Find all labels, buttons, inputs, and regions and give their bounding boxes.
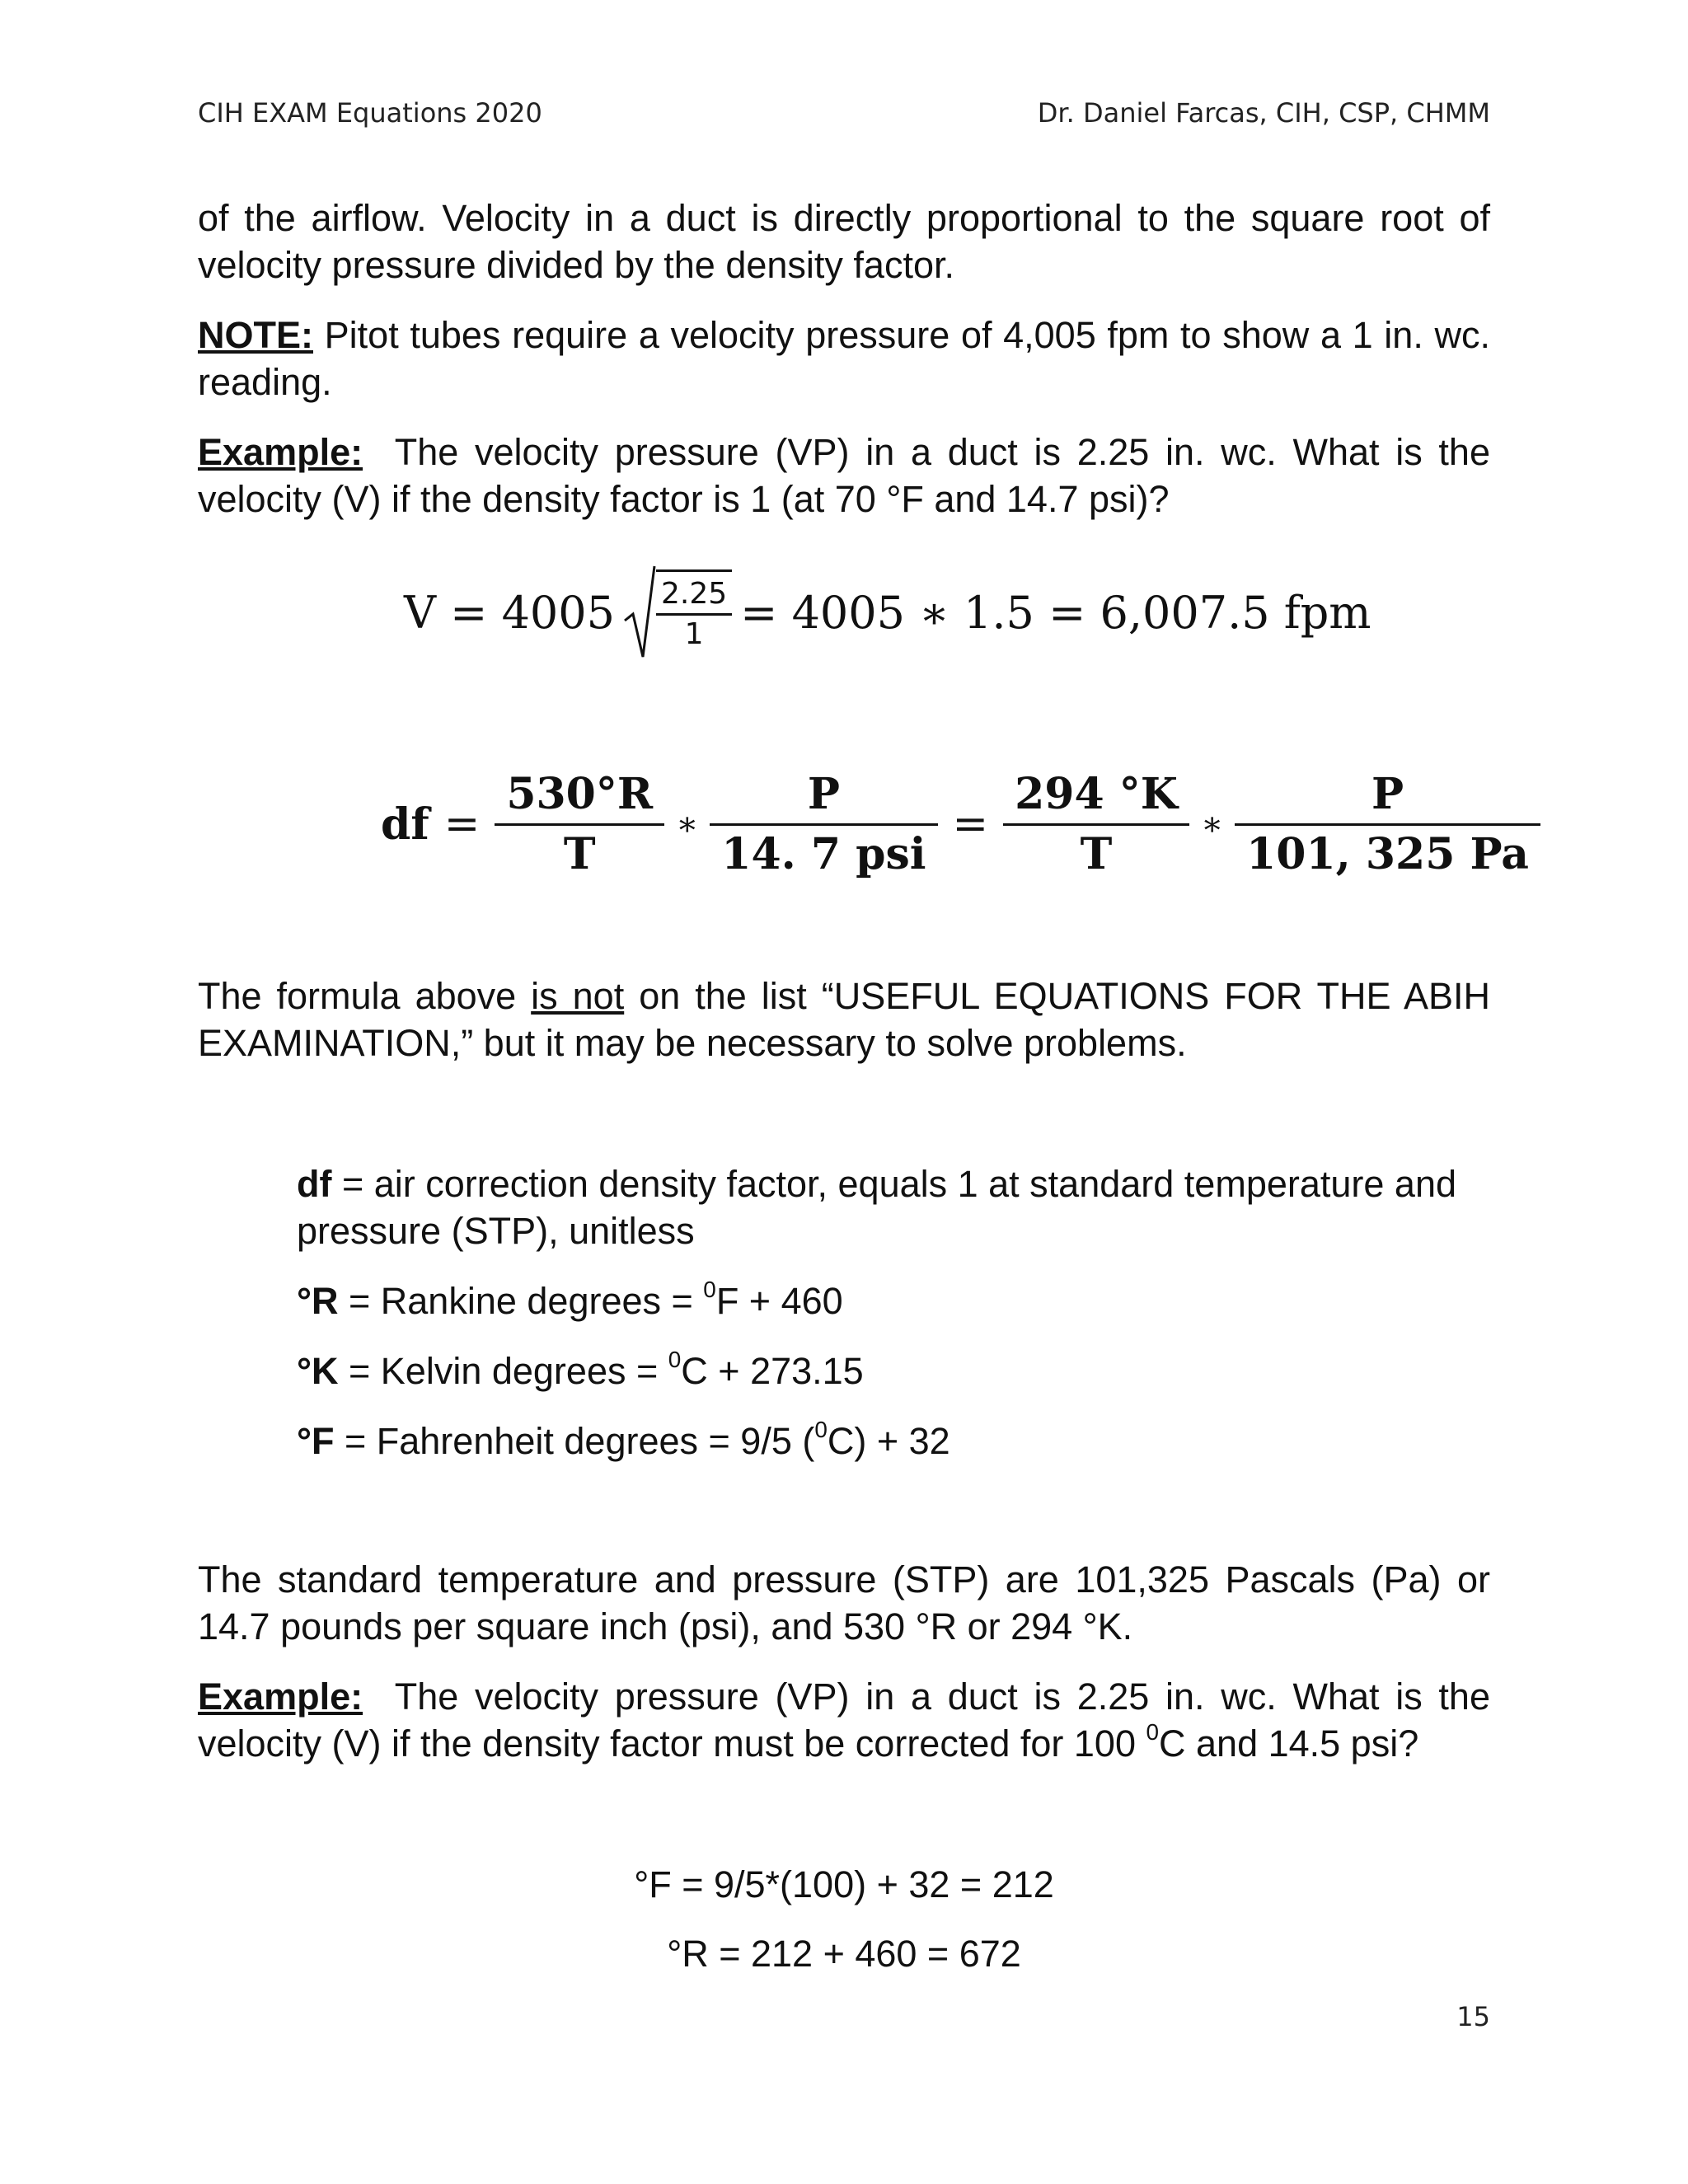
page-number: 15 [1456, 2001, 1490, 2032]
formula-note-emphasis: is not [531, 975, 625, 1017]
radicand-fraction [656, 569, 732, 654]
psi-denominator: 14. 7 psi [721, 828, 926, 879]
pascal-denominator: 101, 325 Pa [1246, 828, 1529, 879]
definition-text: = Rankine degrees = [338, 1280, 704, 1322]
definition-term: °F [297, 1420, 335, 1462]
equals-sign: = [952, 799, 989, 849]
square-root [623, 563, 732, 662]
definition-rankine [297, 1277, 1490, 1324]
radicand-denominator: 1 [684, 617, 704, 651]
rankine-calculation: °R = 212 + 460 = 672 [667, 1933, 1021, 1975]
example-1-text: The velocity pressure (VP) in a duct is 2.25 in. wc. What is the velocity (V) if the density factor is 1 (at 70 °F and 14.7 psi)? [198, 431, 1501, 520]
example-2-paragraph [198, 1673, 1501, 1767]
degree-superscript: 0 [668, 1346, 682, 1372]
definition-text-end: F + 460 [715, 1280, 843, 1322]
note-label: NOTE: [198, 314, 313, 356]
fahrenheit-calculation: °F = 9/5*(100) + 32 = 212 [634, 1863, 1054, 1905]
density-factor-equation [381, 758, 1540, 890]
header-author: Dr. Daniel Farcas, CIH, CSP, CHMM [1037, 97, 1490, 129]
formula-note-text-end: on the list “USEFUL EQUATIONS FOR THE ABIH EXAMINATION,” but it may be necessary to solve problems. [198, 975, 1490, 1064]
multiply-sign: ∗ [676, 805, 699, 843]
definition-kelvin [297, 1347, 1490, 1394]
rankine-numerator: 530°R [506, 768, 654, 819]
definition-text: = Fahrenheit degrees = 9/5 ( [334, 1420, 815, 1462]
formula-note-paragraph [198, 972, 1490, 1066]
definition-df [297, 1160, 1490, 1254]
psi-fraction [710, 766, 937, 883]
example-2-text-end: C and 14.5 psi? [1159, 1722, 1419, 1765]
definition-text-end: C) + 32 [827, 1420, 950, 1462]
definition-text: = air correction density factor, equals 1 at standard temperature and pressure (STP), unitless [297, 1163, 1457, 1252]
multiply-sign: ∗ [1200, 805, 1224, 843]
pascal-numerator: P [1371, 768, 1404, 819]
definition-text-end: C + 273.15 [681, 1350, 864, 1392]
definition-text: = Kelvin degrees = [338, 1350, 668, 1392]
definition-fahrenheit [297, 1418, 1490, 1465]
rankine-fraction [495, 766, 664, 883]
equals-sign: = [443, 799, 481, 849]
formula-note-text: The formula above [198, 975, 532, 1017]
radicand-numerator: 2.25 [661, 577, 728, 611]
definition-term: °R [297, 1280, 339, 1322]
example-1-label: Example: [198, 431, 363, 473]
kelvin-fraction [1003, 766, 1189, 883]
example-2-label: Example: [198, 1675, 363, 1718]
definition-term: df [297, 1163, 332, 1205]
example-2-text: The velocity pressure (VP) in a duct is 2.25 in. wc. What is the velocity (V) if the density factor must be corrected for 100 [198, 1675, 1501, 1765]
rankine-denominator: T [563, 828, 596, 879]
velocity-equation-lhs: V = 4005 [404, 586, 615, 639]
degree-superscript: 0 [814, 1416, 828, 1442]
velocity-equation-rhs: = 4005 ∗ 1.5 = 6,007.5 fpm [740, 586, 1372, 639]
kelvin-numerator: 294 °K [1015, 768, 1178, 819]
degree-superscript: 0 [1146, 1718, 1160, 1745]
pascal-fraction [1235, 766, 1540, 883]
density-factor-symbol: df [381, 799, 429, 850]
note-paragraph [198, 312, 1490, 405]
velocity-equation [404, 551, 1372, 674]
degree-superscript: 0 [703, 1276, 716, 1302]
definition-term: °K [297, 1350, 339, 1392]
stp-paragraph: The standard temperature and pressure (STP) are 101,325 Pascals (Pa) or 14.7 pounds per square inch (psi), and 530 °R or 294 °K. [198, 1558, 1490, 1647]
kelvin-denominator: T [1080, 828, 1113, 879]
psi-numerator: P [807, 768, 840, 819]
note-text: Pitot tubes require a velocity pressure of 4,005 fpm to show a 1 in. wc. reading. [198, 314, 1490, 403]
intro-paragraph: of the airflow. Velocity in a duct is directly proportional to the square root of velocity pressure divided by the density factor. [198, 197, 1490, 286]
example-1-paragraph [198, 429, 1501, 523]
header-title: CIH EXAM Equations 2020 [198, 97, 542, 129]
radical-sign-icon [623, 563, 656, 662]
